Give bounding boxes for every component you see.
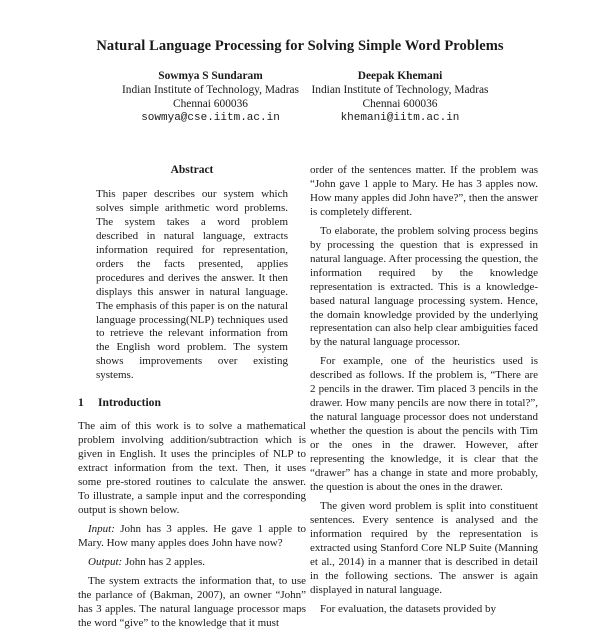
- author-name: Sowmya S Sundaram: [158, 70, 263, 82]
- section-title: Introduction: [98, 396, 161, 410]
- paper-title: Natural Language Processing for Solving Simple Word Problems: [96, 38, 504, 54]
- body-paragraph: The given word problem is split into constituent sentences. Every sentence is analysed and the information required by the representation is extracted using Stanford Core NLP Suite (Manning et al., 2014) in a manner that is described in detail in the following sections. The answer is again displayed in natural language.: [310, 499, 538, 596]
- abstract-heading: Abstract: [170, 164, 214, 176]
- author-affiliation: Indian Institute of Technology, Madras: [122, 84, 299, 96]
- author-block-2: [300, 69, 500, 125]
- author-affiliation: Indian Institute of Technology, Madras: [311, 84, 489, 96]
- input-label: Input:: [88, 522, 115, 535]
- abstract-text: This paper describes our system which solves simple arithmetic word problems. The system takes a word problem described in natural language, extracts information required for representation, orders the facts presented, applies procedures and derives the answer. It then displays this answer in natural language. The emphasis of this paper is on the natural language processing(NLP) techniques used to retrieve the relevant information from the English word problem. The system shows improvements over existing systems.: [96, 187, 288, 382]
- section-number: 1: [78, 396, 84, 410]
- body-paragraph: order of the sentences matter. If the problem was “John gave 1 apple to Mary. He has 3 apples now. How many apples did John have?”, then the answer is completely different.: [310, 164, 538, 218]
- section-heading-introduction: [78, 396, 306, 410]
- author-address: Chennai 600036: [173, 98, 248, 110]
- intro-paragraph: The aim of this work is to solve a mathematical problem involving addition/subtraction which is given in English. It uses the principles of NLP to extract information from the text. Then, it uses some pre-stored routines to calculate the answer. To illustrate, a sample input and the corresponding output is shown below.: [78, 420, 306, 516]
- output-text: John has 2 apples.: [124, 555, 206, 568]
- output-label: Output:: [88, 555, 123, 568]
- author-address: Chennai 600036: [362, 98, 438, 110]
- author-name: Deepak Khemani: [357, 70, 443, 82]
- author-email[interactable]: khemani@iitm.ac.in: [340, 112, 460, 124]
- sample-output: [78, 556, 306, 570]
- input-text: John has 3 apples. He gave 1 apple to Mary. How many apples does John have now?: [78, 522, 307, 549]
- left-column: [78, 164, 306, 636]
- body-paragraph: For evaluation, the datasets provided by: [320, 602, 496, 615]
- intro-paragraph: The system extracts the information that, to use the parlance of (Bakman, 2007), an owner “John” has 3 apples. The natural language processor maps the word “give” to the knowledge that it must: [78, 574, 306, 629]
- right-column: [310, 164, 538, 622]
- body-paragraph: For example, one of the heuristics used is described as follows. If the problem is, “There are 2 pencils in the drawer. Tim placed 3 pencils in the drawer. How many pencils are now there in total?”, the natural language processor does not understand whether the question is about the pencils with Tim or the ones in the drawer. However, after representing the knowledge, it is clear that the “drawer” has a change in state and more probably, the question is about the ones in the drawer.: [310, 355, 538, 493]
- author-block-1: [98, 69, 323, 125]
- body-paragraph: To elaborate, the problem solving process begins by processing the question that is expressed in natural language. After processing the question, the information required by the knowledge representation is extracted. This is a knowledge-based natural language processing system. Hence, the domain knowledge provided by the underlying representation can also help clear ambiguities faced by the natural language processor.: [310, 224, 538, 349]
- author-email[interactable]: sowmya@cse.iitm.ac.in: [141, 112, 280, 124]
- sample-input: [78, 523, 306, 551]
